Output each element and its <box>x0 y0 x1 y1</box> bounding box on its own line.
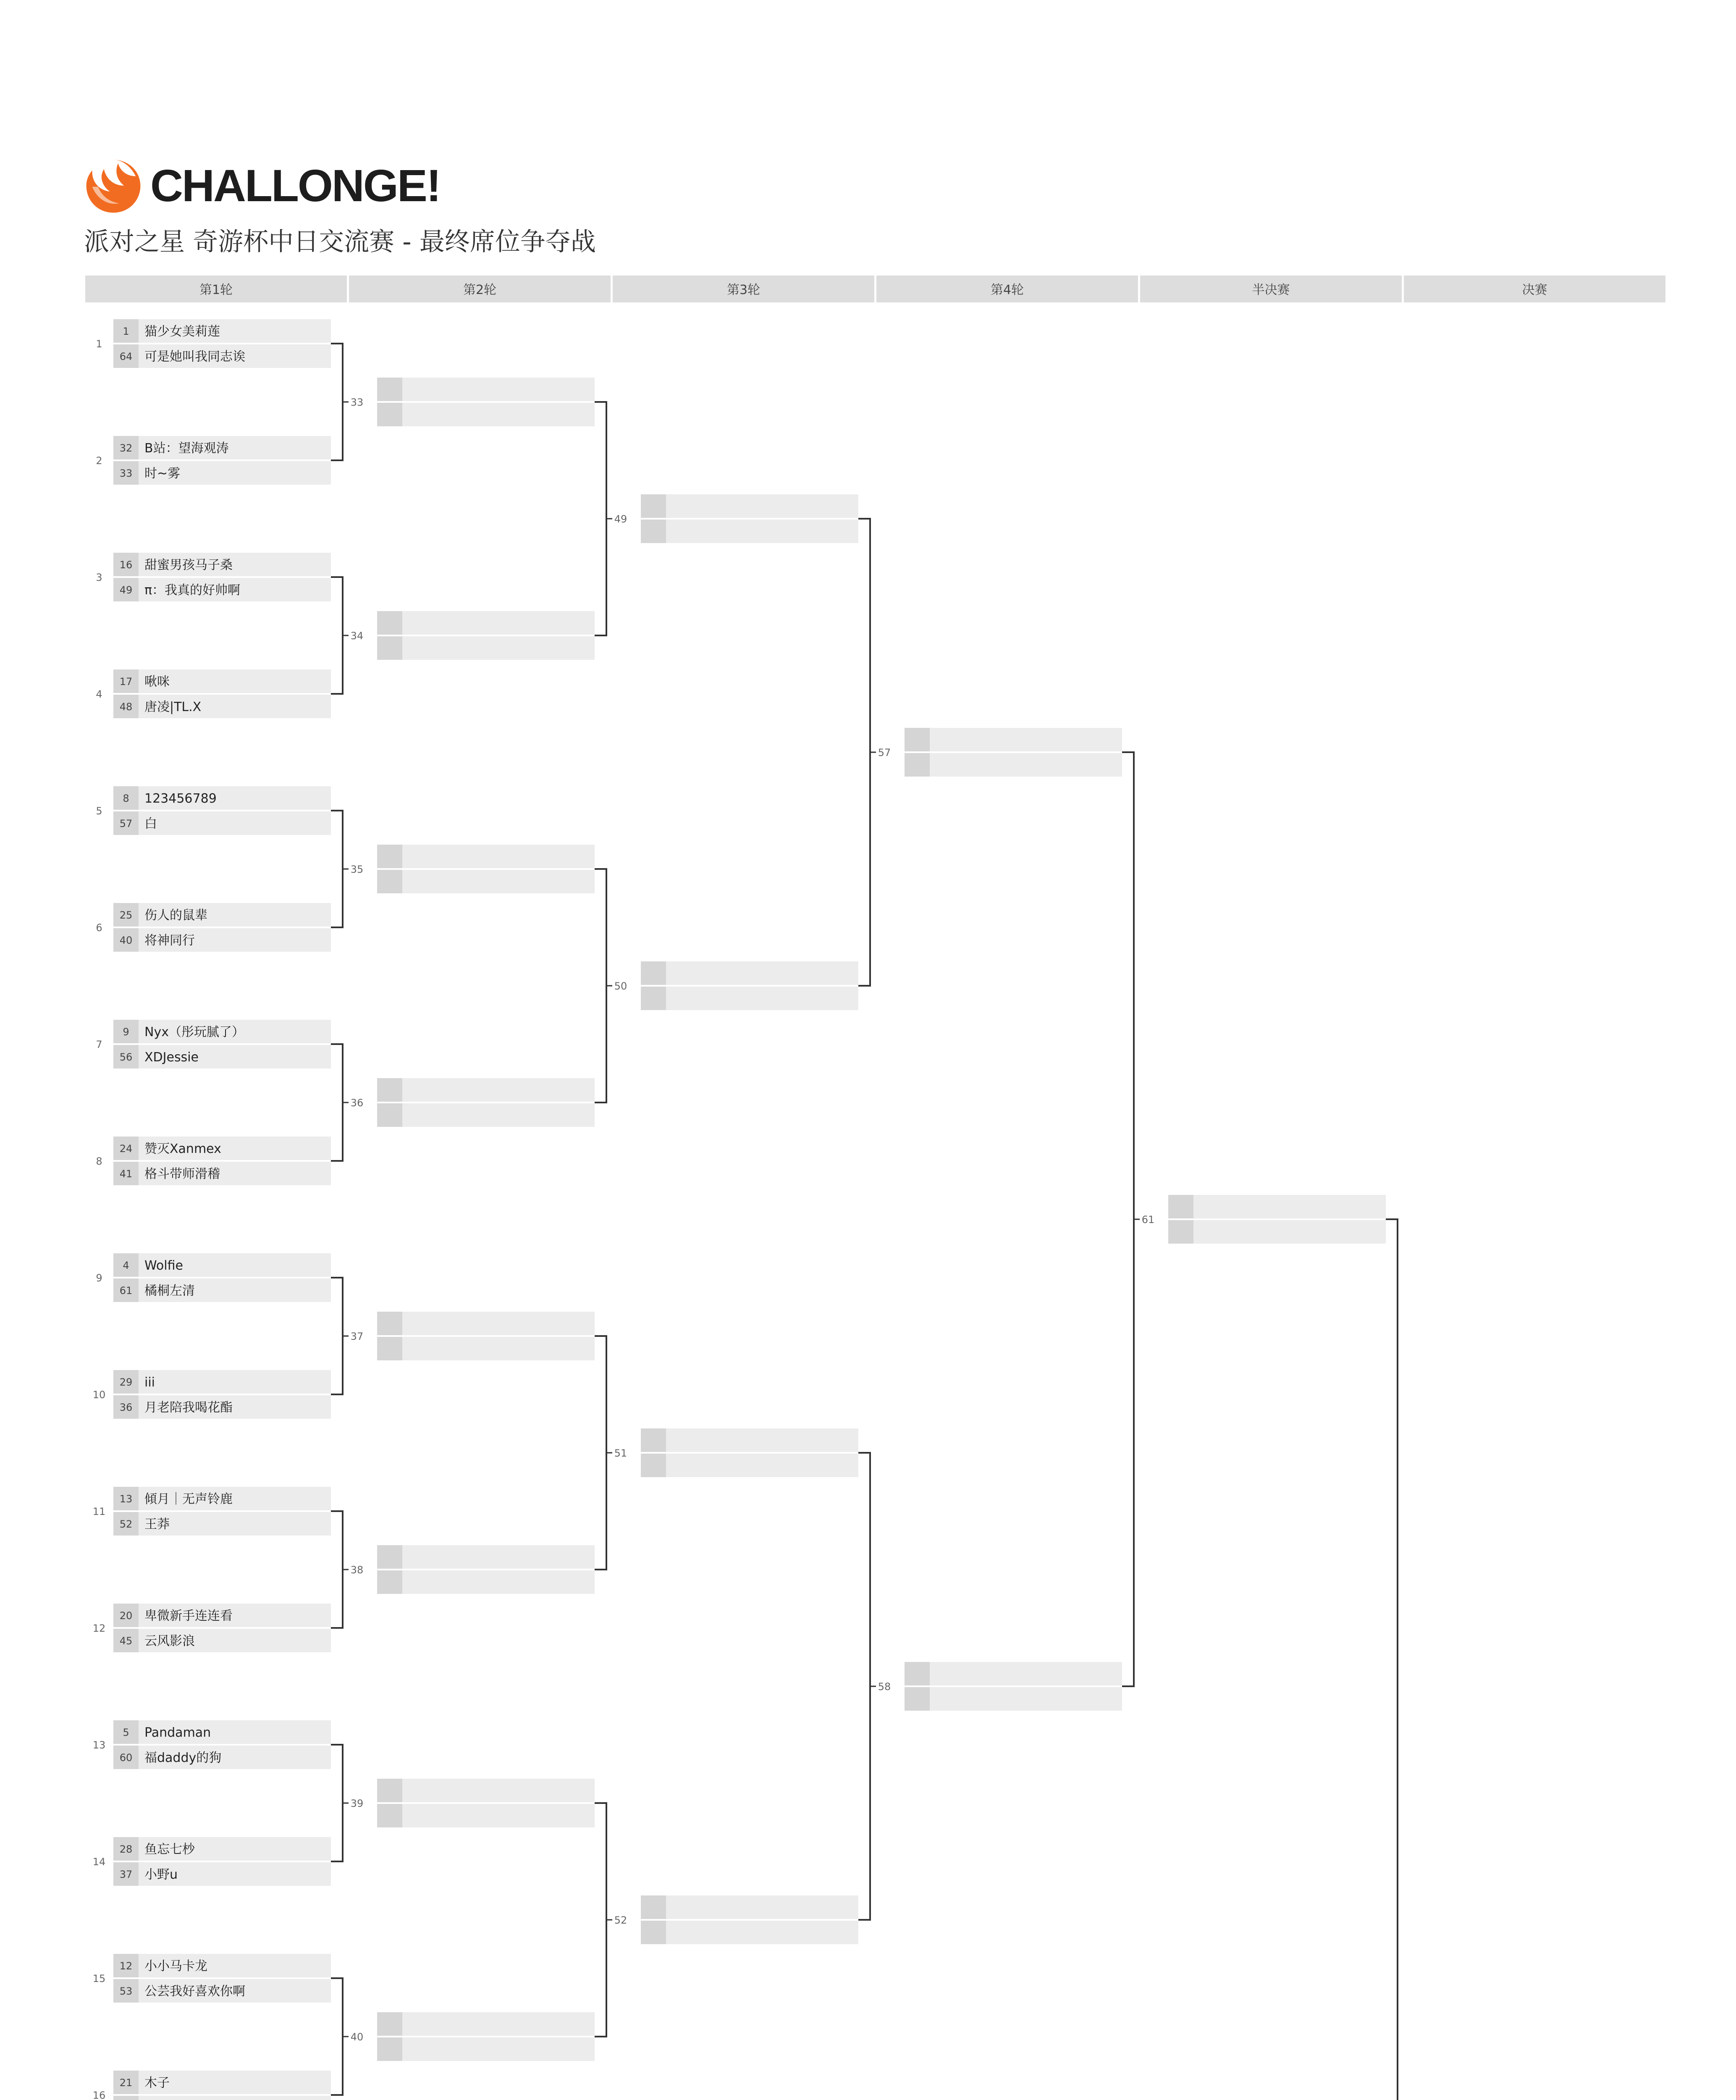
round-header-label: 第4轮 <box>990 283 1024 297</box>
player-slot[interactable] <box>377 636 595 660</box>
player-name: iii <box>144 1375 155 1390</box>
bracket-connector <box>595 402 606 635</box>
seed-number: 25 <box>119 909 133 921</box>
seed-number: 64 <box>119 351 133 362</box>
player-name: π：我真的好帅啊 <box>144 583 241 598</box>
player-slot[interactable] <box>641 1895 858 1919</box>
match[interactable] <box>905 728 1122 777</box>
player-name: 赞灭Xanmex <box>144 1142 221 1156</box>
match-number: 13 <box>92 1739 106 1751</box>
tournament-title: 派对之星 奇游杯中日交流赛 - 最终席位争夺战 <box>84 227 596 257</box>
seed-number: 52 <box>119 1518 133 1530</box>
seed-badge <box>377 378 402 401</box>
seed-badge <box>1168 1195 1193 1218</box>
player-slot[interactable] <box>377 1103 595 1127</box>
player-slot[interactable] <box>377 1545 595 1569</box>
player-name: 小野u <box>144 1867 178 1882</box>
seed-number: 41 <box>119 1168 133 1180</box>
player-slot[interactable] <box>377 845 595 868</box>
seed-number: 28 <box>119 1843 133 1855</box>
player-slot[interactable] <box>377 1337 595 1360</box>
match-number: 35 <box>350 864 364 875</box>
seed-number: 12 <box>119 1960 133 1972</box>
player-slot[interactable] <box>641 1428 858 1452</box>
bracket-connector <box>331 1044 343 1161</box>
seed-number: 24 <box>119 1143 133 1155</box>
match-number: 36 <box>350 1097 364 1109</box>
seed-badge <box>905 1662 930 1685</box>
player-slot[interactable] <box>377 403 595 426</box>
match-number: 51 <box>614 1447 627 1459</box>
match[interactable] <box>96 553 331 601</box>
match-number: 33 <box>350 396 364 408</box>
player-name: 王莽 <box>144 1517 170 1532</box>
match[interactable] <box>93 1370 331 1419</box>
seed-badge <box>641 1895 666 1919</box>
match-number: 9 <box>96 1272 102 1284</box>
match[interactable] <box>93 1837 331 1886</box>
bracket-connector <box>331 1278 343 1394</box>
seed-badge <box>377 1570 402 1594</box>
seed-number: 8 <box>123 793 129 804</box>
seed-number: 17 <box>119 676 133 688</box>
bracket-connector <box>331 577 343 694</box>
seed-badge <box>377 403 402 426</box>
bracket-connector <box>331 1745 343 1861</box>
seed-number: 40 <box>119 934 133 946</box>
bracket-connector <box>331 1978 343 2095</box>
bracket-connector <box>1386 1219 1398 2100</box>
player-name: 格斗带师滑稽 <box>144 1167 220 1181</box>
match-number: 61 <box>1141 1214 1155 1226</box>
player-name: 将神同行 <box>144 933 195 948</box>
match-number: 4 <box>96 688 102 700</box>
player-name: 白 <box>144 816 157 831</box>
match[interactable] <box>96 786 331 835</box>
seed-number: 48 <box>119 701 133 713</box>
match-number: 12 <box>92 1622 106 1634</box>
match-number: 52 <box>614 1914 627 1926</box>
seed-number: 32 <box>119 442 133 454</box>
bracket-connector <box>595 869 606 1102</box>
seed-badge <box>377 1545 402 1569</box>
match-number: 3 <box>96 572 102 583</box>
seed-badge <box>377 1779 402 1802</box>
seed-number: 60 <box>119 1752 133 1764</box>
match[interactable] <box>96 1020 331 1068</box>
player-slot[interactable] <box>641 1921 858 1944</box>
seed-number: 1 <box>123 326 129 337</box>
player-slot[interactable] <box>905 728 1122 751</box>
match[interactable] <box>96 319 331 368</box>
bracket-connector <box>1122 752 1134 1686</box>
match[interactable] <box>93 1487 331 1536</box>
round-header-label: 决赛 <box>1522 283 1547 297</box>
match[interactable] <box>93 1954 331 2003</box>
round-header-label: 第3轮 <box>726 283 760 297</box>
player-slot[interactable] <box>641 494 858 518</box>
bracket-connector <box>858 519 870 986</box>
player-name: 可是她叫我同志诶 <box>144 349 245 364</box>
seed-badge <box>641 1454 666 1477</box>
match-number: 15 <box>92 1973 106 1984</box>
seed-badge <box>641 520 666 543</box>
player-name: 云风影浪 <box>144 1634 195 1648</box>
match-number: 50 <box>614 980 627 992</box>
player-name: 木子 <box>144 2076 170 2090</box>
seed-badge <box>641 1921 666 1944</box>
player-slot[interactable] <box>377 2012 595 2036</box>
seed-badge <box>905 753 930 777</box>
player-name: 傾月｜无声铃鹿 <box>144 1492 233 1507</box>
player-name: 鱼忘七杪 <box>144 1842 195 1857</box>
player-slot[interactable] <box>905 1662 1122 1685</box>
seed-badge <box>377 1337 402 1360</box>
match[interactable] <box>377 1545 595 1594</box>
match-number: 1 <box>96 338 102 350</box>
bracket-connector <box>331 344 343 460</box>
seed-number: 16 <box>119 559 133 571</box>
seed-badge <box>377 1804 402 1827</box>
seed-number: 9 <box>123 1026 129 1038</box>
player-slot[interactable] <box>377 611 595 635</box>
player-slot[interactable] <box>377 1570 595 1594</box>
match[interactable] <box>377 845 595 893</box>
match[interactable] <box>641 961 858 1010</box>
seed-badge <box>641 494 666 518</box>
match-number: 5 <box>96 805 102 817</box>
bracket-connector <box>595 1336 606 1570</box>
match-number: 37 <box>350 1331 364 1342</box>
player-name: 橘桐左清 <box>144 1284 195 1298</box>
player-slot[interactable] <box>377 1078 595 1102</box>
player-name: 唐凌|TL.X <box>144 700 202 714</box>
match-number: 16 <box>92 2090 106 2100</box>
round-header-label: 第1轮 <box>199 283 233 297</box>
match[interactable] <box>377 1779 595 1827</box>
match[interactable] <box>96 436 331 485</box>
seed-badge <box>641 1428 666 1452</box>
seed-number: 57 <box>119 818 133 830</box>
player-name: 时~雾 <box>144 466 181 481</box>
match[interactable] <box>641 494 858 543</box>
player-slot[interactable] <box>1168 1195 1386 1218</box>
seed-badge <box>377 636 402 660</box>
match[interactable] <box>641 1428 858 1477</box>
round-header-label: 半决赛 <box>1252 283 1290 297</box>
match-number: 8 <box>96 1155 102 1167</box>
bracket-connector <box>595 1803 606 2037</box>
seed-badge <box>377 1312 402 1335</box>
match-number: 6 <box>96 922 102 934</box>
seed-badge <box>641 987 666 1010</box>
seed-number: 5 <box>123 1727 129 1738</box>
player-name: 伤人的鼠辈 <box>144 908 207 923</box>
player-slot[interactable] <box>641 520 858 543</box>
player-name: Nyx（彤玩腻了） <box>144 1025 244 1040</box>
match[interactable] <box>96 669 331 718</box>
match[interactable] <box>96 1137 331 1185</box>
match-number: 57 <box>878 747 891 759</box>
match[interactable] <box>377 1078 595 1127</box>
match-number: 34 <box>350 630 364 642</box>
match[interactable] <box>93 2071 331 2100</box>
match[interactable] <box>96 1253 331 1302</box>
match[interactable] <box>93 1720 331 1769</box>
match-number: 58 <box>878 1681 891 1693</box>
match-number: 10 <box>92 1389 106 1401</box>
seed-number: 21 <box>119 2077 133 2089</box>
bracket-connector <box>858 1453 870 1920</box>
player-name: Wolfie <box>144 1258 183 1273</box>
match[interactable] <box>377 611 595 660</box>
match[interactable] <box>377 1312 595 1360</box>
player-slot[interactable] <box>377 1804 595 1827</box>
player-slot[interactable] <box>1168 1220 1386 1244</box>
player-slot[interactable] <box>377 1779 595 1802</box>
player-slot[interactable] <box>641 1454 858 1477</box>
match-number: 11 <box>92 1506 106 1517</box>
player-name: 啾咪 <box>144 675 170 689</box>
player-name: 公芸我好喜欢你啊 <box>144 1984 245 1999</box>
match[interactable] <box>93 1604 331 1652</box>
seed-number: 56 <box>119 1051 133 1063</box>
player-name: 123456789 <box>144 791 217 806</box>
player-slot[interactable] <box>377 2037 595 2061</box>
player-slot[interactable] <box>113 2096 331 2100</box>
seed-badge <box>1168 1220 1193 1244</box>
player-slot[interactable] <box>641 987 858 1010</box>
seed-badge <box>377 2037 402 2061</box>
seed-badge <box>377 845 402 868</box>
match[interactable] <box>96 903 331 952</box>
seed-badge <box>377 611 402 635</box>
player-name: 甜蜜男孩马子桑 <box>144 558 233 572</box>
player-name: 小小马卡龙 <box>144 1959 207 1974</box>
match[interactable] <box>1168 1195 1386 1244</box>
player-name: Pandaman <box>144 1725 211 1740</box>
player-slot[interactable] <box>905 753 1122 777</box>
player-name: 月老陪我喝花酯 <box>144 1400 233 1415</box>
bracket-connector <box>331 811 343 927</box>
match-number: 2 <box>96 455 102 467</box>
player-name: XDJessie <box>144 1050 199 1065</box>
seed-number: 36 <box>119 1402 133 1413</box>
seed-badge <box>377 2012 402 2036</box>
match-number: 14 <box>92 1856 106 1868</box>
player-slot[interactable] <box>377 1312 595 1335</box>
player-name: 猫少女美莉莲 <box>144 324 220 339</box>
seed-number: 4 <box>123 1260 129 1271</box>
seed-number: 13 <box>119 1493 133 1505</box>
seed-number: 33 <box>119 467 133 479</box>
seed-badge <box>377 870 402 893</box>
seed-badge <box>377 1078 402 1102</box>
match[interactable] <box>377 378 595 426</box>
player-name: B站：望海观涛 <box>144 441 229 456</box>
seed-number: 20 <box>119 1610 133 1622</box>
player-slot[interactable] <box>377 378 595 401</box>
match-number: 39 <box>350 1798 364 1809</box>
seed-badge <box>641 961 666 985</box>
seed-number: 61 <box>119 1285 133 1297</box>
match-number: 49 <box>614 513 627 525</box>
player-slot[interactable] <box>905 1687 1122 1711</box>
seed-badge <box>113 2096 139 2100</box>
match[interactable] <box>377 2012 595 2061</box>
match-number: 38 <box>350 1564 364 1576</box>
match[interactable] <box>641 1895 858 1944</box>
bracket-connector <box>331 1511 343 1628</box>
seed-number: 45 <box>119 1635 133 1647</box>
seed-badge <box>377 1103 402 1127</box>
seed-number: 37 <box>119 1869 133 1880</box>
brand-wordmark: CHALLONGE! <box>150 160 440 211</box>
player-slot[interactable] <box>377 870 595 893</box>
player-slot[interactable] <box>641 961 858 985</box>
match-number: 40 <box>350 2031 364 2043</box>
match[interactable] <box>905 1662 1122 1711</box>
seed-number: 29 <box>119 1376 133 1388</box>
player-name: 卑微新手连连看 <box>144 1609 233 1623</box>
round-header-label: 第2轮 <box>463 283 497 297</box>
match-number: 7 <box>96 1039 102 1050</box>
seed-number: 49 <box>119 584 133 596</box>
player-name: 福daddy的狗 <box>144 1751 222 1765</box>
seed-number: 53 <box>119 1985 133 1997</box>
seed-badge <box>905 728 930 751</box>
seed-badge <box>905 1687 930 1711</box>
